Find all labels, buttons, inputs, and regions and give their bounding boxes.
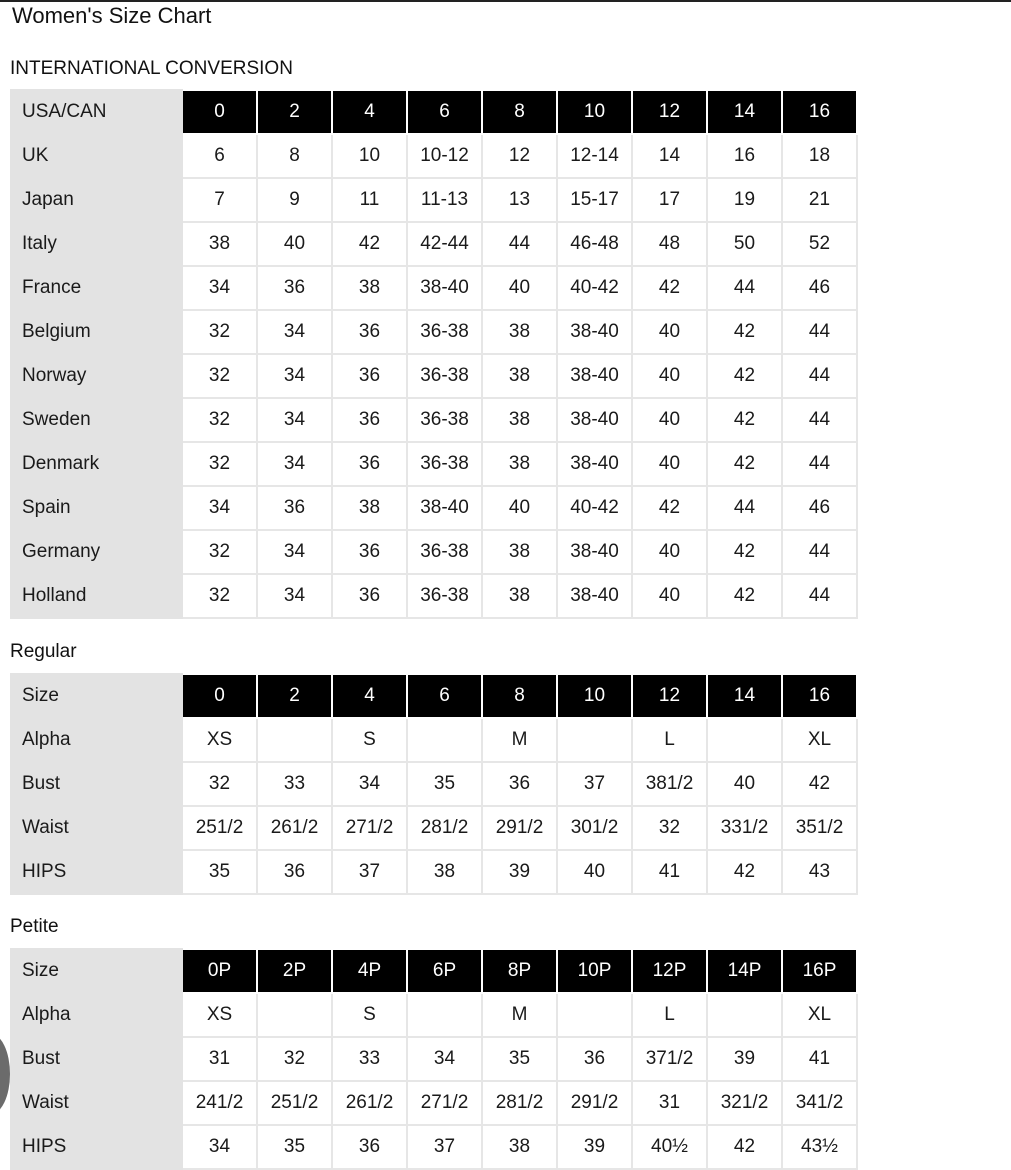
table-cell: 42 [332,222,407,266]
table-row [11,1037,857,1081]
table-cell: 8 [257,134,332,178]
international-table [10,89,858,619]
table-cell: 36 [332,354,407,398]
international-section-label: INTERNATIONAL CONVERSION [10,58,293,79]
table-cell: 32 [182,398,257,442]
size-header-cell: 12 [632,90,707,134]
table-row [11,486,857,530]
table-cell: 42 [707,354,782,398]
table-cell: 38 [407,850,482,894]
table-cell: 36 [257,850,332,894]
table-cell [557,718,632,762]
table-cell: 261/2 [257,806,332,850]
table-row [11,806,857,850]
table-cell: 36 [332,1125,407,1169]
table-cell: 44 [782,354,857,398]
table-cell: 21 [782,178,857,222]
table-cell: 42 [707,398,782,442]
table-cell [257,718,332,762]
table-cell: 36 [257,266,332,310]
table-cell: 301/2 [557,806,632,850]
table-cell: 42 [632,486,707,530]
table-cell: 34 [332,762,407,806]
table-cell: 32 [182,310,257,354]
table-cell: 36-38 [407,530,482,574]
table-cell: 38 [332,266,407,310]
table-cell: 38 [482,354,557,398]
table-row [11,178,857,222]
table-cell: 43 [782,850,857,894]
table-row [11,354,857,398]
row-label: USA/CAN [11,90,182,134]
table-cell: 17 [632,178,707,222]
table-cell: 42 [707,574,782,618]
petite-section-label: Petite [10,916,59,937]
table-cell: 7 [182,178,257,222]
table-cell: 37 [407,1125,482,1169]
table-cell: 36 [482,762,557,806]
table-cell: 32 [182,762,257,806]
table-cell: 36-38 [407,398,482,442]
table-cell: 36 [257,486,332,530]
table-cell: 42 [707,442,782,486]
table-cell: 34 [257,574,332,618]
table-cell: 42 [782,762,857,806]
table-cell: 39 [482,850,557,894]
table-cell: 44 [707,266,782,310]
table-cell: 34 [257,442,332,486]
table-cell: XL [782,718,857,762]
size-header-cell: 4 [332,90,407,134]
page-title: Women's Size Chart [12,3,212,28]
table-cell: 44 [782,574,857,618]
table-row [11,530,857,574]
row-label: Alpha [11,718,182,762]
size-header-cell: 4P [332,949,407,993]
table-row [11,850,857,894]
table-cell: 38-40 [557,442,632,486]
table-row [11,574,857,618]
table-cell: 13 [482,178,557,222]
table-cell: 40 [482,486,557,530]
size-header-cell: 16 [782,674,857,718]
table-cell: 271/2 [332,806,407,850]
table-cell: 34 [182,486,257,530]
table-cell: 32 [182,442,257,486]
table-cell: L [632,718,707,762]
table-cell: 44 [782,530,857,574]
table-cell: 36-38 [407,442,482,486]
row-label: Norway [11,354,182,398]
table-cell: 371/2 [632,1037,707,1081]
table-cell: 38-40 [557,530,632,574]
regular-table [10,673,858,895]
size-header-cell: 10 [557,674,632,718]
table-cell: 34 [257,310,332,354]
table-cell: 38-40 [557,398,632,442]
table-cell: 41 [632,850,707,894]
table-row [11,442,857,486]
table-cell: 38 [482,398,557,442]
table-cell: 33 [332,1037,407,1081]
table-cell: 291/2 [482,806,557,850]
table-cell: 15-17 [557,178,632,222]
table-cell: 6 [182,134,257,178]
table-cell: 40 [482,266,557,310]
row-label: Spain [11,486,182,530]
size-header-cell: 14 [707,90,782,134]
table-row [11,762,857,806]
row-label: Waist [11,806,182,850]
table-cell: L [632,993,707,1037]
table-cell: 251/2 [182,806,257,850]
table-cell: 271/2 [407,1081,482,1125]
table-cell: 38 [482,442,557,486]
size-header-cell: 16 [782,90,857,134]
table-cell [257,993,332,1037]
table-cell: 34 [182,1125,257,1169]
size-header-cell: 16P [782,949,857,993]
table-cell: 38 [182,222,257,266]
table-cell [557,993,632,1037]
row-label: Bust [11,1037,182,1081]
row-label: Size [11,674,182,718]
table-cell: M [482,993,557,1037]
petite-table [10,948,858,1170]
size-header-cell: 6 [407,90,482,134]
size-header-cell: 2 [257,90,332,134]
table-cell: 40-42 [557,486,632,530]
table-cell: 46 [782,486,857,530]
row-label: Holland [11,574,182,618]
table-cell: 35 [407,762,482,806]
row-label: HIPS [11,1125,182,1169]
table-row [11,398,857,442]
row-label: Italy [11,222,182,266]
table-cell: 46 [782,266,857,310]
table-cell [707,718,782,762]
table-cell: 42 [707,1125,782,1169]
table-cell: 40 [707,762,782,806]
table-cell: 42 [632,266,707,310]
row-label: Alpha [11,993,182,1037]
table-cell: 36-38 [407,354,482,398]
table-cell: 38-40 [407,266,482,310]
table-cell: 36 [332,442,407,486]
table-cell: 261/2 [332,1081,407,1125]
table-cell: 12-14 [557,134,632,178]
table-cell: 38-40 [557,310,632,354]
table-cell: 11 [332,178,407,222]
size-header-cell: 0 [182,674,257,718]
table-cell: 331/2 [707,806,782,850]
table-cell: 42 [707,310,782,354]
table-cell: 38 [482,310,557,354]
table-cell: 50 [707,222,782,266]
table-cell: 40 [257,222,332,266]
table-cell: 44 [782,310,857,354]
row-label: Bust [11,762,182,806]
top-border [0,0,1011,2]
table-cell: 10-12 [407,134,482,178]
table-cell: 281/2 [482,1081,557,1125]
table-cell: 10 [332,134,407,178]
size-header-cell: 10 [557,90,632,134]
table-cell: 36 [332,574,407,618]
table-cell: 351/2 [782,806,857,850]
table-cell [407,993,482,1037]
table-cell: 52 [782,222,857,266]
size-header-cell: 6 [407,674,482,718]
table-cell: 42 [707,850,782,894]
table-row [11,1081,857,1125]
row-label: Germany [11,530,182,574]
table-row [11,266,857,310]
table-cell: 31 [182,1037,257,1081]
table-cell: 40-42 [557,266,632,310]
international-header-row [11,90,857,134]
table-cell: 36 [332,530,407,574]
table-cell: S [332,718,407,762]
table-cell: 34 [257,398,332,442]
table-cell: 281/2 [407,806,482,850]
table-cell [407,718,482,762]
table-cell: 9 [257,178,332,222]
table-cell: 32 [632,806,707,850]
row-label: Belgium [11,310,182,354]
table-cell: S [332,993,407,1037]
row-label: Denmark [11,442,182,486]
size-header-cell: 12P [632,949,707,993]
table-cell: 40 [632,310,707,354]
table-cell: 39 [707,1037,782,1081]
petite-header-row [11,949,857,993]
table-cell: 48 [632,222,707,266]
row-label: UK [11,134,182,178]
table-cell: 41 [782,1037,857,1081]
table-cell: 38 [482,530,557,574]
table-cell: 341/2 [782,1081,857,1125]
size-header-cell: 2 [257,674,332,718]
table-cell: 31 [632,1081,707,1125]
table-cell: 38 [482,1125,557,1169]
table-cell: 11-13 [407,178,482,222]
overlay-circle [0,1034,10,1114]
table-cell: 241/2 [182,1081,257,1125]
table-cell: 36-38 [407,574,482,618]
size-header-cell: 6P [407,949,482,993]
table-cell: 39 [557,1125,632,1169]
table-cell: 44 [782,442,857,486]
table-cell: 42-44 [407,222,482,266]
table-cell: 32 [182,574,257,618]
table-cell: 35 [257,1125,332,1169]
table-cell: 291/2 [557,1081,632,1125]
table-cell: 16 [707,134,782,178]
regular-section-label: Regular [10,641,77,662]
table-cell: 36-38 [407,310,482,354]
size-header-cell: 2P [257,949,332,993]
table-cell: 34 [257,530,332,574]
table-cell: 34 [257,354,332,398]
table-cell: 38-40 [557,354,632,398]
table-cell: 43½ [782,1125,857,1169]
regular-header-row [11,674,857,718]
table-cell: 34 [182,266,257,310]
table-cell: 321/2 [707,1081,782,1125]
row-label: Waist [11,1081,182,1125]
table-cell: 12 [482,134,557,178]
table-cell: 251/2 [257,1081,332,1125]
table-cell: 37 [332,850,407,894]
table-cell: 34 [407,1037,482,1081]
size-header-cell: 8P [482,949,557,993]
table-cell: 32 [182,354,257,398]
size-header-cell: 12 [632,674,707,718]
table-row [11,1125,857,1169]
table-cell: 38-40 [407,486,482,530]
table-cell: 38 [332,486,407,530]
row-label: Japan [11,178,182,222]
table-cell: 35 [182,850,257,894]
table-cell: 40 [632,442,707,486]
table-cell: 38-40 [557,574,632,618]
row-label: HIPS [11,850,182,894]
table-cell: 44 [707,486,782,530]
size-header-cell: 8 [482,674,557,718]
table-cell: 35 [482,1037,557,1081]
table-cell [707,993,782,1037]
size-header-cell: 8 [482,90,557,134]
size-header-cell: 0 [182,90,257,134]
row-label: Size [11,949,182,993]
table-cell: 40½ [632,1125,707,1169]
table-cell: XS [182,718,257,762]
table-cell: 40 [632,398,707,442]
table-cell: XS [182,993,257,1037]
size-header-cell: 10P [557,949,632,993]
table-cell: 37 [557,762,632,806]
table-row [11,993,857,1037]
table-cell: 18 [782,134,857,178]
table-row [11,222,857,266]
size-header-cell: 14P [707,949,782,993]
size-header-cell: 14 [707,674,782,718]
table-cell: 46-48 [557,222,632,266]
table-cell: 44 [482,222,557,266]
table-cell: 36 [332,310,407,354]
table-cell: 36 [332,398,407,442]
table-cell: 42 [707,530,782,574]
table-cell: 40 [632,574,707,618]
table-cell: 32 [257,1037,332,1081]
table-row [11,134,857,178]
table-cell: 40 [632,354,707,398]
size-header-cell: 0P [182,949,257,993]
table-cell: XL [782,993,857,1037]
table-cell: 381/2 [632,762,707,806]
table-cell: 38 [482,574,557,618]
table-row [11,718,857,762]
table-cell: 33 [257,762,332,806]
row-label: Sweden [11,398,182,442]
table-cell: 36 [557,1037,632,1081]
table-cell: M [482,718,557,762]
table-cell: 32 [182,530,257,574]
size-header-cell: 4 [332,674,407,718]
table-cell: 40 [557,850,632,894]
table-cell: 44 [782,398,857,442]
table-row [11,310,857,354]
table-cell: 19 [707,178,782,222]
table-cell: 14 [632,134,707,178]
table-cell: 40 [632,530,707,574]
row-label: France [11,266,182,310]
